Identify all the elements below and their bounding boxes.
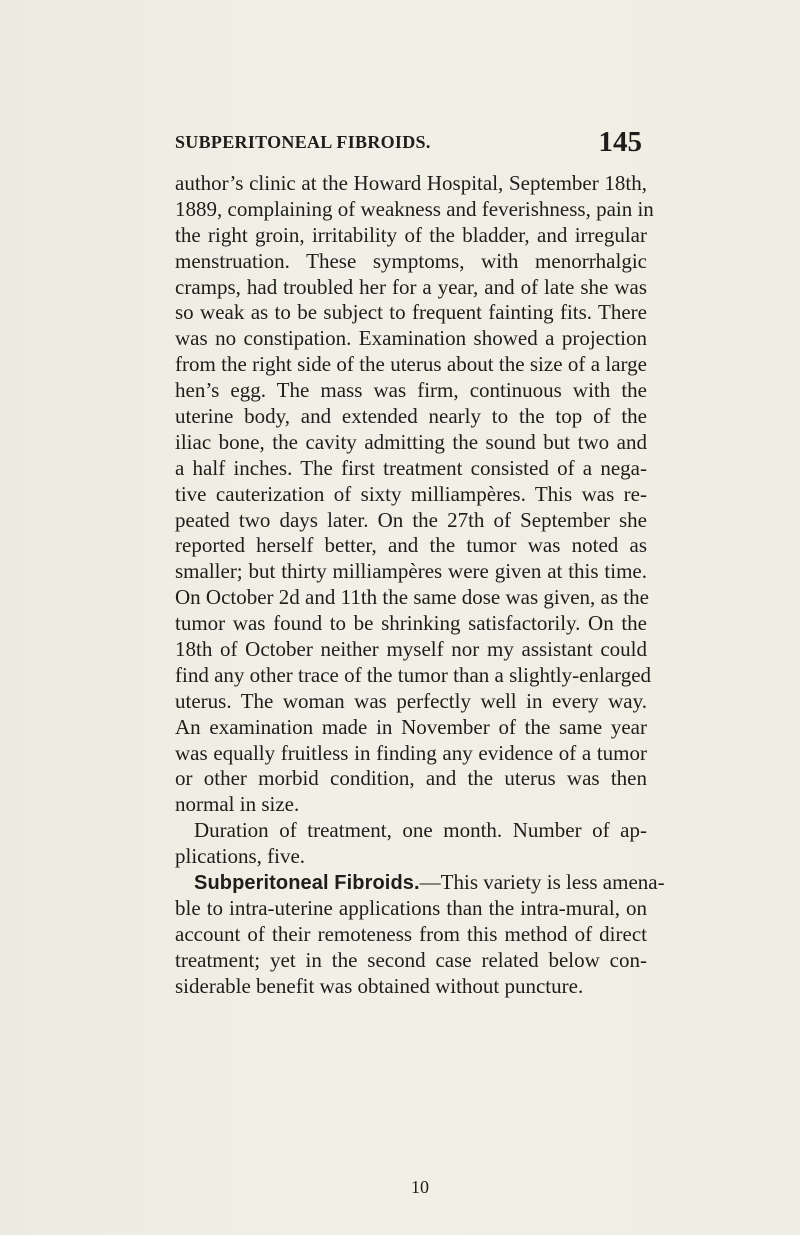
text-line: was equally fruitless in finding any evidence of a tumor [175,740,647,765]
section-line: siderable benefit was obtained without puncture. [175,973,584,998]
header-title: SUBPERITONEAL FIBROIDS. [175,132,431,152]
body-text [175,171,665,1000]
text-line: uterine body, and extended nearly to the top of the [175,404,647,429]
text-line: reported herself better, and the tumor was noted as [175,533,647,558]
text-line: iliac bone, the cavity admitting the sound but two and [175,429,647,454]
section-line: treatment; yet in the second case related below con- [175,947,647,972]
text-line: An examination made in November of the same year [175,714,647,739]
text-line: was no constipation. Examination showed a projection [175,326,647,351]
text-line: On October 2d and 11th the same dose was given, as the [175,585,649,610]
text-line: menstruation. These symptoms, with menorrhalgic [175,248,647,273]
text-line: normal in size. [175,792,300,817]
text-line: find any other trace of the tumor than a slightly-enlarged [175,662,652,687]
running-head [175,128,642,156]
text-line: the right groin, irritability of the bladder, and irregular [175,222,647,247]
text-line: 1889, complaining of weakness and feverishness, pain in [175,196,654,221]
text-line: hen’s egg. The mass was firm, continuous with the [175,378,647,403]
text-line: so weak as to be subject to frequent fainting fits. There [175,300,647,325]
section-first-line [175,870,665,896]
text-line: author’s clinic at the Howard Hospital, September 18th, [175,171,647,195]
duration-line: plications, five. [175,844,306,869]
text-line: tumor was found to be shrinking satisfactorily. On the [175,611,647,636]
text-line: cramps, had troubled her for a year, and of late she was [175,274,647,299]
text-line: or other morbid condition, and the uterus was then [175,766,647,791]
text-line: peated two days later. On the 27th of September she [175,507,647,532]
page-number: 145 [598,126,642,158]
section-heading: Subperitoneal Fibroids. [194,872,420,895]
text-line: uterus. The woman was perfectly well in every way. [175,688,647,713]
text-line: 18th of October neither myself nor my assistant could [175,637,647,662]
text-line: tive cauterization of sixty milliampères. This was re- [175,481,647,506]
section-line: ble to intra-uterine applications than the intra-mural, on [175,895,647,920]
text-line: smaller; but thirty milliampères were given at this time. [175,559,647,584]
text-line: a half inches. The first treatment consisted of a nega- [175,455,647,480]
section-first-line-text: —This variety is less amena- [419,870,665,895]
section-line: account of their remoteness from this method of direct [175,921,647,946]
signature-mark: 10 [411,1177,429,1197]
duration-line: Duration of treatment, one month. Number of ap- [194,818,647,843]
text-line: from the right side of the uterus about the size of a large [175,352,647,377]
